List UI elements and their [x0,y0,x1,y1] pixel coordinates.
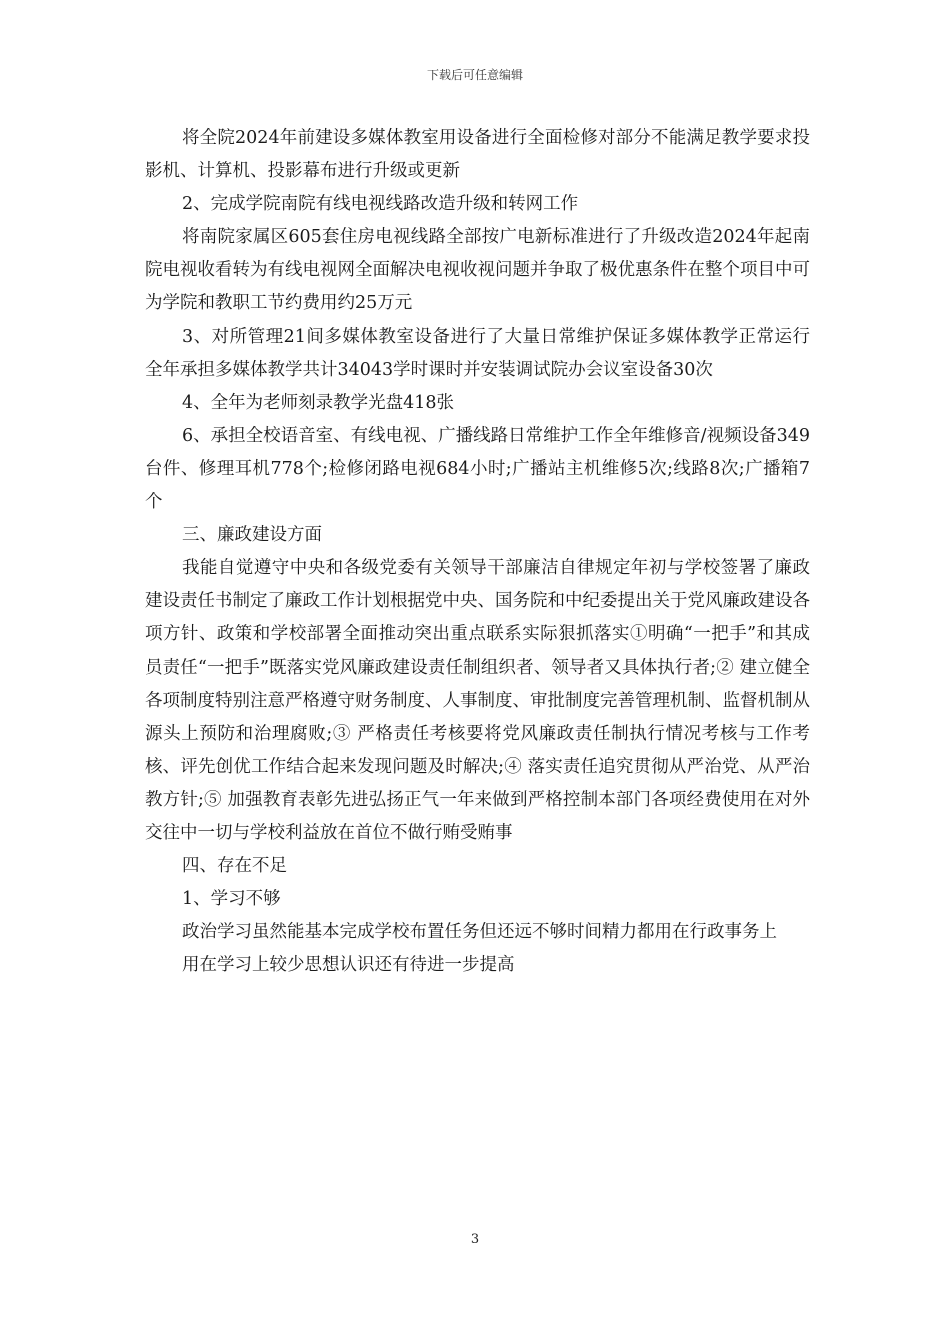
list-item: 3、对所管理21间多媒体教室设备进行了大量日常维护保证多媒体教学正常运行全年承担多媒体教学共计34043学时课时并安装调试院办会议室设备30次 [145,326,810,380]
paragraph: 我能自觉遵守中央和各级党委有关领导干部廉洁自律规定年初与学校签署了廉政建设责任书制定了廉政工作计划根据党中央、国务院和中纪委提出关于党风廉政建设各项方针、政策和学校部署全面推动突出重点联系实际狠抓落实①明确“一把手”和其成员责任“一把手”既落实党风廉政建设责任制组织者、领导者又具体执行者;② 建立健全各项制度特别注意严格遵守财务制度、人事制度、审批制度完善管理机制、监督机制从源头上预防和治理腐败;③ 严格责任考核要将党风廉政责任制执行情况考核与工作考核、评先创优工作结合起来发现问题及时解决;④ 落实责任追究贯彻从严治党、从严治教方针;⑤ 加强教育表彰先进弘扬正气一年来做到严格控制本部门各项经费使用在对外交往中一切与学校利益放在首位不做行贿受贿事 [145,558,810,843]
list-item: 6、承担全校语音室、有线电视、广播线路日常维护工作全年维修音/视频设备349台件、修理耳机778个;检修闭路电视684小时;广播站主机维修5次;线路8次;广播箱7个 [145,425,810,513]
section-heading: 四、存在不足 [182,856,287,877]
paragraph: 将南院家属区605套住房电视线路全部按广电新标准进行了升级改造2024年起南院电视收看转为有线电视网全面解决电视收视问题并争取了极优惠条件在整个项目中可为学院和教职工节约费用约25万元 [145,227,810,314]
list-item: 2、完成学院南院有线电视线路改造升级和转网工作 [182,194,579,215]
section-heading: 三、廉政建设方面 [182,525,322,546]
page-number: 3 [470,1232,480,1247]
paragraph: 用在学习上较少思想认识还有待进一步提高 [182,955,515,976]
document-body [145,122,810,982]
paragraph: 政治学习虽然能基本完成学校布置任务但还远不够时间精力都用在行政事务上 [182,922,777,943]
page-header: 下载后可任意编辑 [426,68,523,82]
list-item: 1、学习不够 [182,889,281,910]
list-item: 4、全年为老师刻录教学光盘418张 [182,392,455,413]
paragraph: 将全院2024年前建设多媒体教室用设备进行全面检修对部分不能满足教学要求投影机、计算机、投影幕布进行升级或更新 [145,128,810,182]
